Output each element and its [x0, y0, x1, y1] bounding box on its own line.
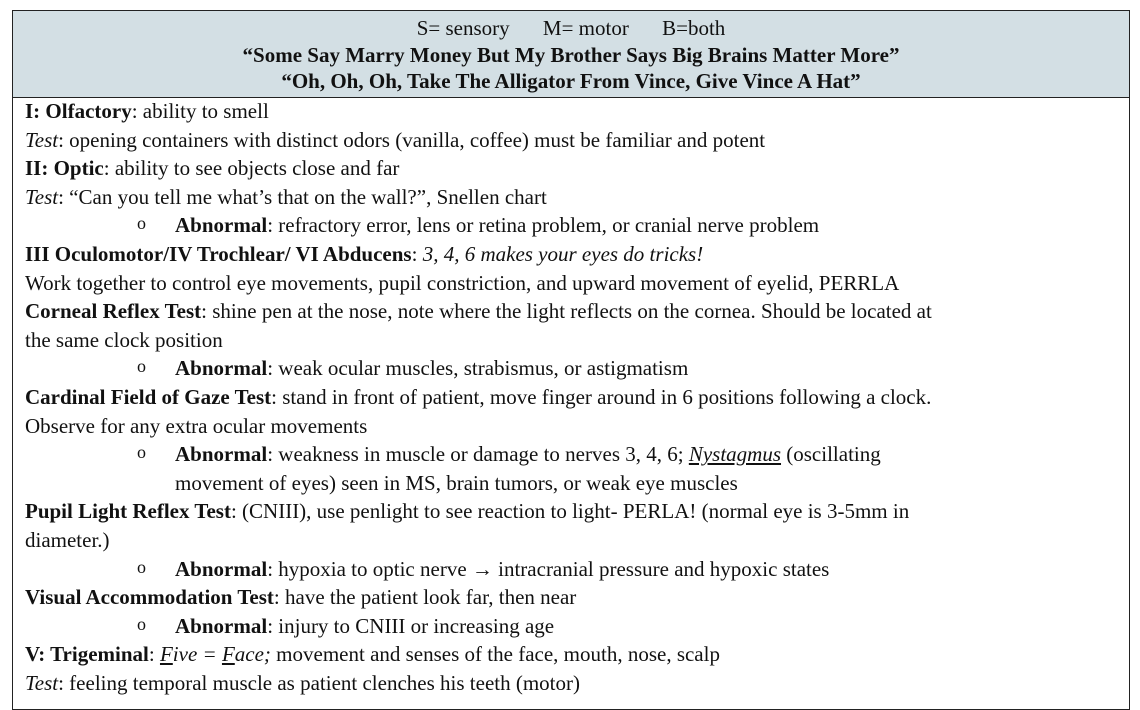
pupil-abnormal-line: Abnormal: hypoxia to optic nerve → intracranial pressure and hypoxic states	[175, 556, 830, 581]
trigeminal-line: V: Trigeminal: Five = Face; movement and senses of the face, mouth, nose, scalp	[25, 642, 720, 667]
bullet-icon: o	[137, 356, 146, 377]
cardinal-gaze-line: Cardinal Field of Gaze Test: stand in front of patient, move finger around in 6 positions following a clock.	[25, 385, 932, 409]
bullet-icon: o	[137, 442, 146, 463]
cardinal-abnormal-line: Abnormal: weakness in muscle or damage to nerves 3, 4, 6; Nystagmus (oscillating	[175, 442, 881, 467]
optic-line: II: Optic: ability to see objects close and far	[25, 156, 400, 181]
trigeminal-test-line: Test: feeling temporal muscle as patient clenches his teeth (motor)	[25, 671, 580, 695]
legend-row	[13, 15, 1129, 41]
olfactory-test-line: Test: opening containers with distinct odors (vanilla, coffee) must be familiar and potent	[25, 127, 766, 152]
bullet-icon: o	[137, 213, 146, 233]
olfactory-line: I: Olfactory: ability to smell	[25, 99, 269, 123]
bullet-icon: o	[137, 613, 146, 634]
legend-motor: M= motor	[542, 16, 629, 40]
corneal-reflex-cont-line: the same clock position	[25, 327, 223, 352]
eye-movement-line: Work together to control eye movements, pupil constriction, and upward movement of eyelid, PERRLA	[25, 270, 900, 295]
cardinal-gaze-cont-line: Observe for any extra ocular movements	[25, 413, 368, 438]
bullet-icon: o	[137, 556, 146, 577]
legend-sensory: S= sensory	[416, 16, 510, 40]
cardinal-abnormal-cont-line: movement of eyes) seen in MS, brain tumors, or weak eye muscles	[175, 470, 738, 495]
legend-both: B=both	[662, 16, 726, 40]
mnemonic-function: “Some Say Marry Money But My Brother Says Big Brains Matter More”	[242, 43, 900, 67]
optic-abnormal-line: Abnormal: refractory error, lens or retina problem, or cranial nerve problem	[175, 213, 820, 238]
oculomotor-line: III Oculomotor/IV Trochlear/ VI Abducens: 3, 4, 6 makes your eyes do tricks!	[25, 242, 704, 266]
accommodation-line: Visual Accommodation Test: have the patient look far, then near	[25, 585, 577, 610]
optic-test-line: Test: “Can you tell me what’s that on the wall?”, Snellen chart	[25, 184, 547, 209]
mnemonic-names: “Oh, Oh, Oh, Take The Alligator From Vince, Give Vince A Hat”	[281, 69, 861, 93]
table-header	[13, 11, 1129, 98]
corneal-abnormal-line: Abnormal: weak ocular muscles, strabismus, or astigmatism	[175, 356, 689, 381]
corneal-reflex-line: Corneal Reflex Test: shine pen at the nose, note where the light reflects on the cornea. Should be located at	[25, 299, 932, 324]
accommodation-abnormal-line: Abnormal: injury to CNIII or increasing age	[175, 613, 555, 638]
cranial-nerve-table	[12, 10, 1130, 710]
pupil-reflex-line: Pupil Light Reflex Test: (CNIII), use penlight to see reaction to light- PERLA! (normal eye is 3-5mm in	[25, 499, 910, 524]
pupil-reflex-cont-line: diameter.)	[25, 528, 110, 552]
